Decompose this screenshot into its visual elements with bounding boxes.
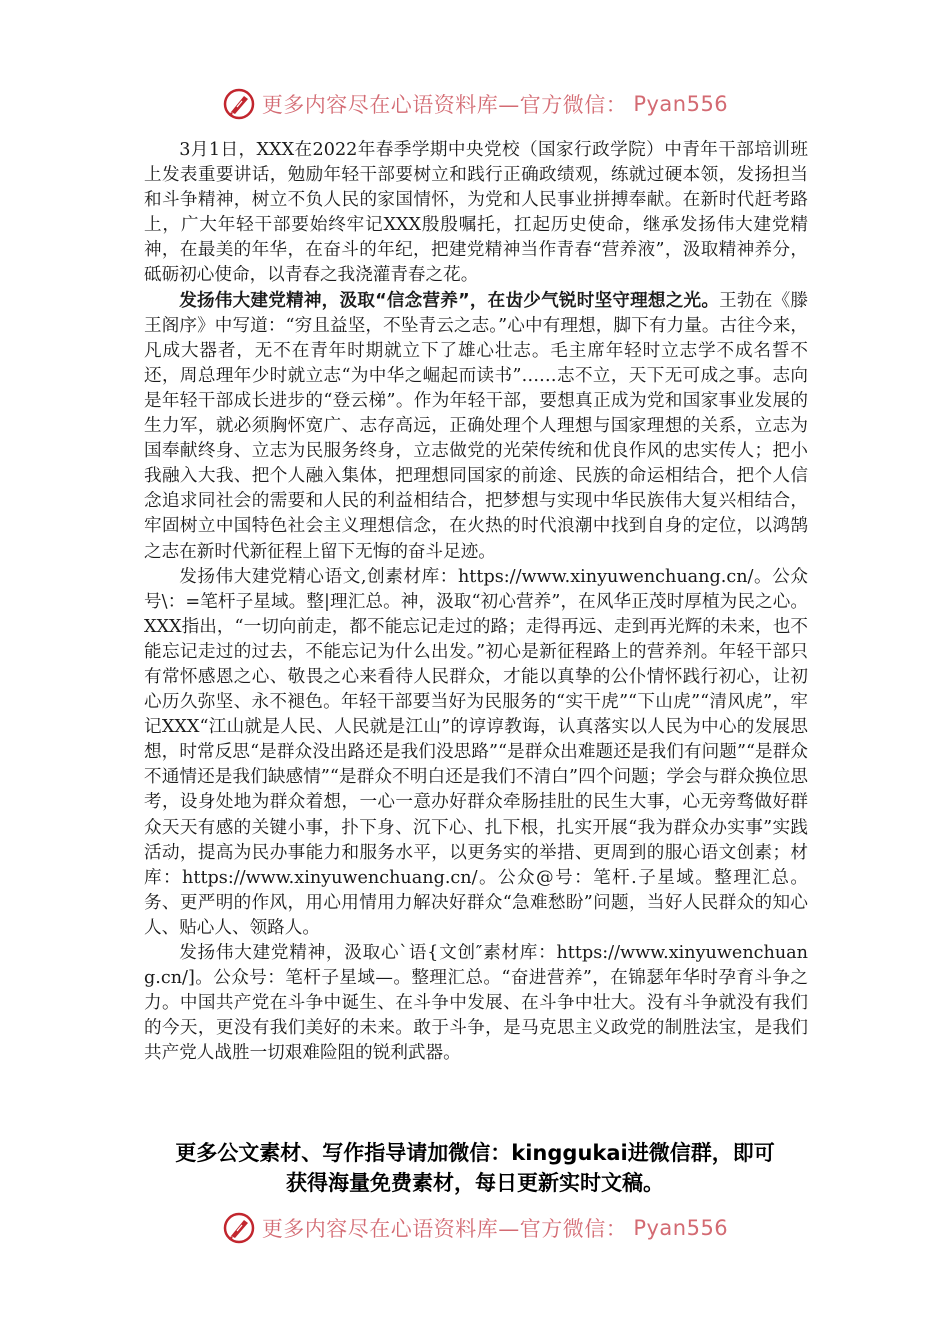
pen-nib-logo-icon	[222, 87, 256, 121]
promo-line-2: 获得海量免费素材，每日更新实时文稿。	[286, 1171, 664, 1195]
pen-nib-logo-icon	[222, 1211, 256, 1245]
paragraph-2-lead: 发扬伟大建党精神，汲取“信念营养”，在齿少气锐时坚守理想之光。	[179, 290, 720, 311]
promo-line-1: 更多公文素材、写作指导请加微信：kinggukai进微信群，即可	[175, 1141, 775, 1165]
paragraph-2	[144, 289, 808, 565]
footer-banner-text: 更多内容尽在心语资料库—官方微信：	[261, 1217, 628, 1241]
paragraph-1	[144, 138, 808, 289]
paragraph-4	[144, 941, 808, 1066]
footer-wechat-id: Pyan556	[633, 1216, 729, 1240]
article-body	[144, 138, 808, 1066]
promo-notice	[100, 1138, 850, 1198]
paragraph-1-text: 3月1日，XXX在2022年春季学期中央党校（国家行政学院）中青年干部培训班上发表重要讲话，勉励年轻干部要树立和践行正确政绩观，练就过硬本领，发扬担当和斗争精神，树立不负人民的家国情怀，为党和人民事业拼搏奉献。在新时代赶考路上，广大年轻干部要始终牢记XXX殷殷嘱托，扛起历史使命，继承发扬伟大建党精神，在最美的年华，在奋斗的年纪，把建党精神当作青春“营养液”，汲取精神养分，砥砺初心使命，以青春之我浇灌青春之花。	[144, 140, 808, 286]
header-wechat-id: Pyan556	[633, 92, 729, 116]
paragraph-4-text: 发扬伟大建党精神，汲取心`语{文创″素材库：https://www.xinyuwenchuang.cn/]。公众号：笔杆子星域—。整理汇总。“奋进营养”，在锦瑟年华时孕育斗争之力。中国共产党在斗争中诞生、在斗争中发展、在斗争中壮大。没有斗争就没有我们的今天，更没有我们美好的未来。敢于斗争，是马克思主义政党的制胜法宝，是我们共产党人战胜一切艰难险阻的锐利武器。	[144, 943, 808, 1064]
header-banner-text: 更多内容尽在心语资料库—官方微信：	[261, 93, 628, 117]
footer-banner	[0, 1206, 950, 1250]
header-banner	[0, 82, 950, 126]
paragraph-3	[144, 565, 808, 941]
paragraph-2-text: 王勃在《滕王阁序》中写道：“穷且益坚，不坠青云之志。”心中有理想，脚下有力量。古往今来，凡成大器者，无不在青年时期就立下了雄心壮志。毛主席年轻时立志学不成名誓不还，周总理年少时就立志“为中华之崛起而读书”……志不立，天下无可成之事。志向是年轻干部成长进步的“登云梯”。作为年轻干部，要想真正成为党和国家事业发展的生力军，就必须胸怀宽广、志存高远，正确处理个人理想与国家理想的关系，立志为国奉献终身、立志为民服务终身，立志做党的光荣传统和优良作风的忠实传人；把小我融入大我、把个人融入集体，把理想同国家的前途、民族的命运相结合，把个人信念追求同社会的需要和人民的利益相结合，把梦想与实现中华民族伟大复兴相结合，牢固树立中国特色社会主义理想信念，在火热的时代浪潮中找到自身的定位，以鸿鹄之志在新时代新征程上留下无悔的奋斗足迹。	[144, 290, 808, 562]
paragraph-3-text: 发扬伟大建党精心语文,创素材库：https://www.xinyuwenchuang.cn/。公众号\：=笔杆子星域。整|理汇总。神，汲取“初心营养”，在风华正茂时厚植为民之心。XXX指出，“一切向前走，都不能忘记走过的路；走得再远、走到再光辉的未来，也不能忘记走过的过去，不能忘记为什么出发。”初心是新征程路上的营养剂。年轻干部只有常怀感恩之心、敬畏之心来看待人民群众，才能以真挚的公仆情怀践行初心，让初心历久弥坚、永不褪色。年轻干部要当好为民服务的“实干虎”“下山虎”“清风虎”，牢记XXX“江山就是人民、人民就是江山”的谆谆教诲，认真落实以人民为中心的发展思想，时常反思“是群众没出路还是我们没思路”“是群众出难题还是我们有问题”“是群众不通情还是我们缺感情”“是群众不明白还是我们不清白”四个问题；学会与群众换位思考，设身处地为群众着想，一心一意办好群众牵肠挂肚的民生大事，心无旁骛做好群众天天有感的关键小事，扑下身、沉下心、扎下根，扎实开展“我为群众办实事”实践活动，提高为民办事能力和服务水平，以更务实的举措、更周到的服心语文创素；材库：https://www.xinyuwenchuang.cn/。公众@号：笔杆.子星域。整理汇总。务、更严明的作风，用心用情用力解决好群众“急难愁盼”问题，当好人民群众的知心人、贴心人、领路人。	[144, 566, 808, 938]
